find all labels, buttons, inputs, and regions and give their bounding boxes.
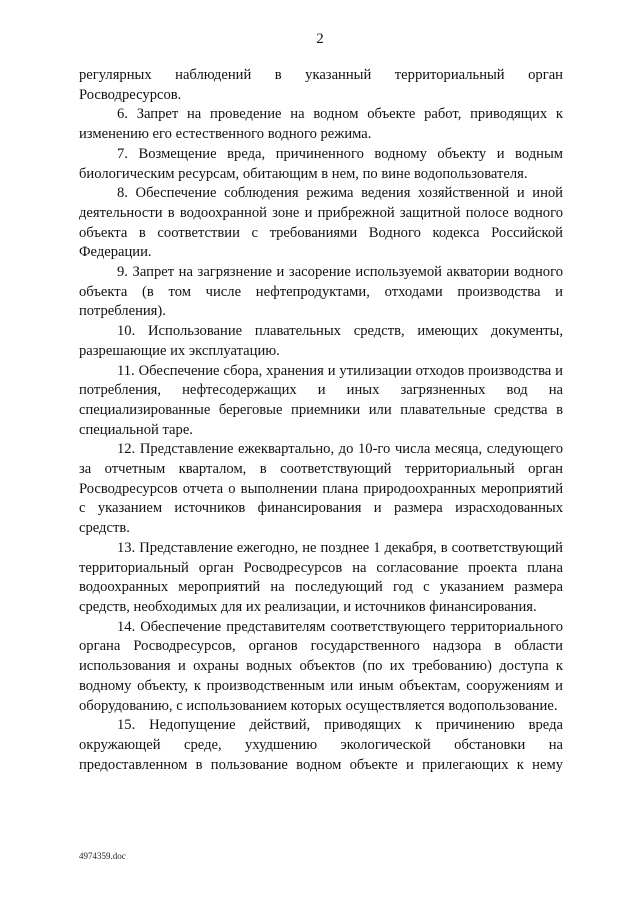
paragraph-item-10: 10. Использование плавательных средств, имеющих документы, разрешающие их эксплуатацию. bbox=[79, 323, 563, 359]
paragraph-continuation: регулярных наблюдений в указанный территориальный орган Росводресурсов. bbox=[79, 67, 563, 103]
document-body bbox=[79, 66, 563, 775]
paragraph-item-15: 15. Недопущение действий, приводящих к причинению вреда окружающей среде, ухудшению экологической обстановки на предоставленном в пользование водном объекте и прилегающих к нему bbox=[79, 717, 563, 773]
paragraph-item-11: 11. Обеспечение сбора, хранения и утилизации отходов производства и потребления, нефтесодержащих и иных загрязненных вод на специализированные береговые приемники или плавательные средства в специальной таре. bbox=[79, 362, 563, 438]
paragraph-item-14: 14. Обеспечение представителям соответствующего территориального органа Росводресурсов, органов государственного надзора в области использования и охраны водных объектов (по их требованию) доступа к водному объекту, к производственным или иным объектам, сооружениям и оборудованию, с использованием которых осуществляется водопользование. bbox=[79, 618, 563, 714]
paragraph-item-12: 12. Представление ежеквартально, до 10-го числа месяца, следующего за отчетным кварталом, в соответствующий территориальный орган Росводресурсов отчета о выполнении плана природоохранных мероприятий с указанием источников финансирования и размера израсходованных средств. bbox=[79, 441, 563, 537]
paragraph-item-9: 9. Запрет на загрязнение и засорение используемой акватории водного объекта (в том числе нефтепродуктами, отходами производства и потребления). bbox=[79, 264, 563, 320]
footer-file-name: 4974359.doc bbox=[79, 851, 126, 861]
paragraph-item-8: 8. Обеспечение соблюдения режима ведения хозяйственной и иной деятельности в водоохранной зоне и прибрежной защитной полосе водного объекта в соответствии с требованиями Водного кодекса Российской Федерации. bbox=[79, 185, 563, 261]
paragraph-item-13: 13. Представление ежегодно, не позднее 1 декабря, в соответствующий территориальный орган Росводресурсов на согласование проекта плана водоохранных мероприятий на последующий год с указанием размера средств, необходимых для их реализации, и источников финансирования. bbox=[79, 539, 563, 615]
paragraph-item-6: 6. Запрет на проведение на водном объекте работ, приводящих к изменению его естественного водного режима. bbox=[79, 106, 563, 143]
paragraph-item-7: 7. Возмещение вреда, причиненного водному объекту и водным биологическим ресурсам, обитающим в нем, по вине водопользователя. bbox=[79, 145, 563, 182]
page-number: 2 bbox=[316, 31, 324, 47]
